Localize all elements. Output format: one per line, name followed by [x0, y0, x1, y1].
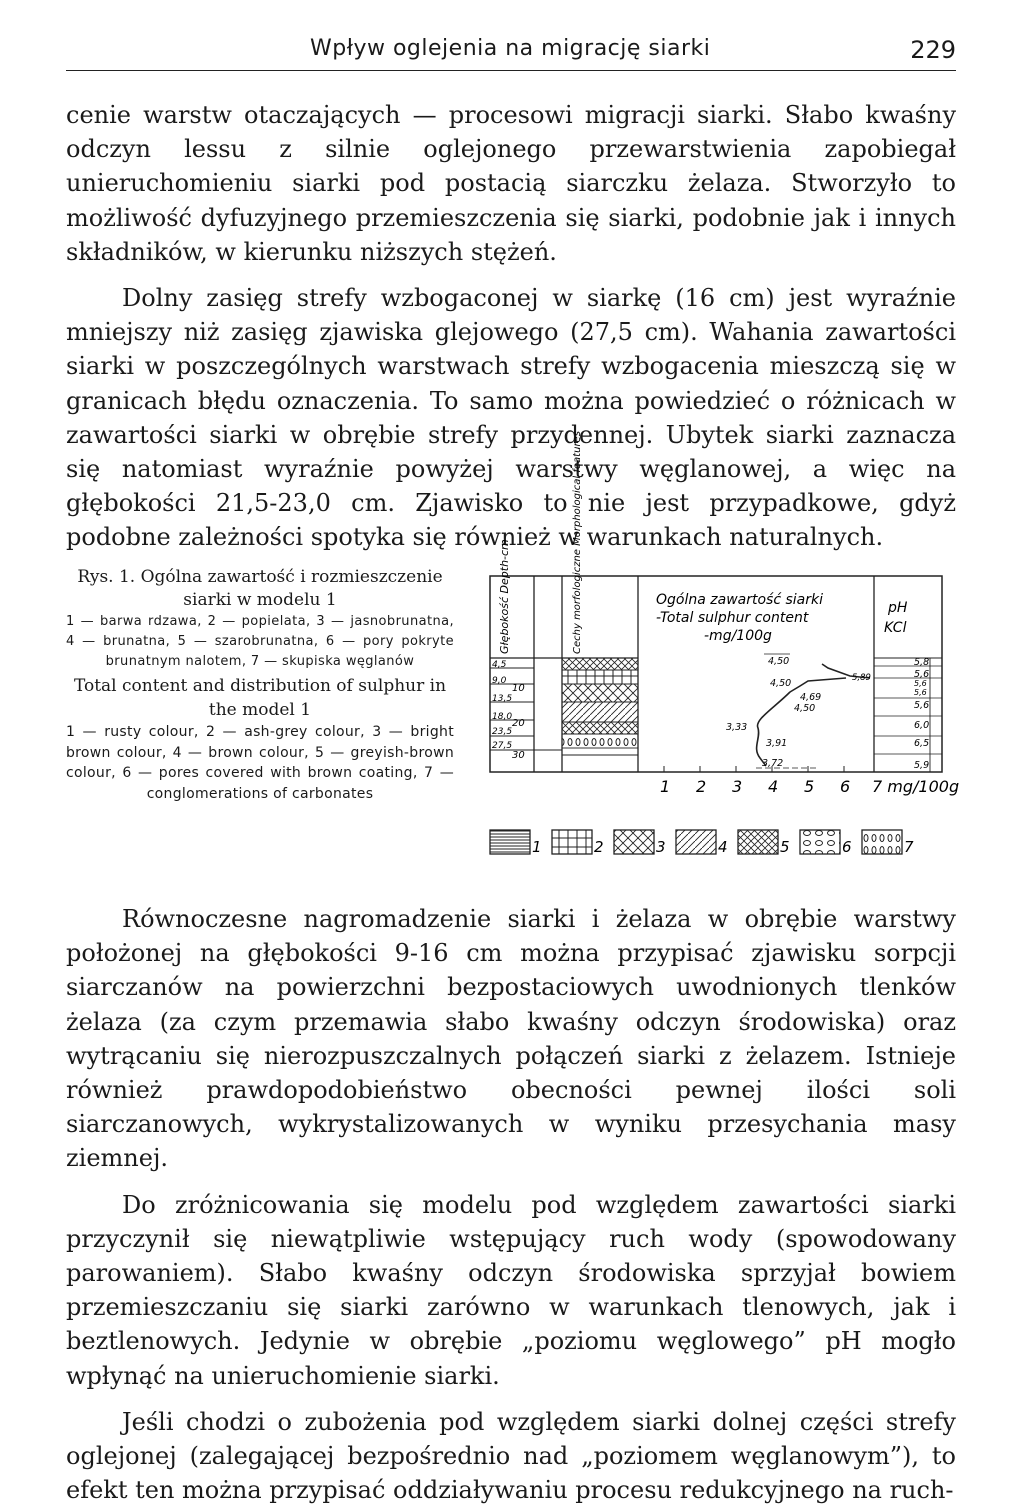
ph-value: 5,9: [914, 760, 930, 771]
paragraph: Dolny zasięg strefy wzbogaconej w siarkę (16 cm) jest wyraźnie mniejszy niż zasięg zjawiska glejowego (27,5 cm). Wahania zawartości siarki w poszczególnych warstwach strefy wzbogacenia mieszczą się w granicach błędu oznaczenia. To samo można powiedzieć o różnicach w zawartości siarki w obrębie strefy przydennej. Ubytek siarki zaznacza się natomiast wyraźnie powyżej warstwy węglanowej, a więc na głębokości 21,5-23,0 cm. Zjawisko to nie jest przypadkowe, gdyż podobne zależności spotyka się również w warunkach naturalnych.: [66, 284, 956, 552]
depth-label: 20: [512, 718, 525, 729]
ph-value: 6,0: [914, 720, 930, 731]
legend-number: 7: [904, 838, 914, 856]
paragraph: Jeśli chodzi o zubożenia pod względem siarki dolnej części strefy oglejonej (zalegającej bezpośrednio nad „poziomem węglanowym”), to efekt ten można przypisać oddziaływaniu procesu redukcyjnego na ruch-: [66, 1407, 956, 1505]
depth-label: 10: [512, 683, 525, 694]
legend-swatch: [676, 830, 716, 854]
legend-swatch: [738, 830, 778, 854]
legend-number: 5: [780, 838, 790, 856]
sulphur-header-line2: -Total sulphur content: [656, 610, 809, 626]
x-axis-label: 1: [660, 777, 671, 796]
depth-label: 27,5: [492, 741, 513, 751]
legend-number: 3: [656, 838, 666, 856]
depth-label: 9,0: [492, 676, 507, 686]
x-axis-label: 6: [840, 777, 851, 796]
ph-value: 5,6: [914, 688, 927, 697]
legend-number: 2: [594, 838, 604, 856]
caption-title-pl: Rys. 1. Ogólna zawartość i rozmieszczenie siarki w modelu 1: [77, 567, 443, 610]
running-header: [66, 30, 956, 71]
ph-header-line1: pH: [888, 600, 908, 616]
sulphur-value: 3,91: [766, 738, 788, 749]
legend-number: 1: [532, 838, 542, 856]
x-axis-label: 4: [768, 777, 779, 796]
x-axis-label: 3: [732, 777, 743, 796]
ph-value: 6,5: [914, 738, 930, 749]
caption-title-en: Total content and distribution of sulphur in the model 1: [73, 676, 447, 720]
depth-scale: [490, 660, 534, 761]
ph-value: 5,6: [914, 669, 930, 680]
caption-legend-en: 1 — rusty colour, 2 — ash-grey colour, 3 — bright brown colour, 4 — brown colour, 5 — greyish-brown colour, 6 — pores covered with brown coating, 7 — conglomerations of carbonates: [66, 724, 454, 802]
ph-value: 5,6: [914, 700, 930, 711]
sulphur-value: 5,89: [852, 673, 871, 683]
sulphur-value: 3,33: [726, 722, 748, 733]
ph-value: 5,6: [914, 679, 927, 688]
figure-caption: [66, 566, 454, 804]
soil-profile-figure: [478, 431, 960, 878]
x-axis-label: 5: [804, 777, 815, 796]
caption-legend-pl: 1 — barwa rdzawa, 2 — popielata, 3 — jasnobrunatna, 4 — brunatna, 5 — szarobrunatna, 6 — pory pokryte brunatnym nalotem, 7 — skupiska węglanów: [66, 614, 454, 669]
depth-label: 30: [512, 750, 525, 761]
ph-header-line2: KCl: [884, 620, 907, 636]
top-text-block: [66, 98, 956, 555]
soil-profile-diagram: [478, 431, 960, 878]
ph-value: 5,8: [914, 657, 930, 668]
legend-swatch: [490, 830, 530, 854]
morphology-column-header: Cechy morfologiczne Morphological features: [572, 431, 583, 654]
sulphur-value: 4,69: [800, 692, 822, 703]
paragraph: Równoczesne nagromadzenie siarki i żelaza w obrębie warstwy położonej na głębokości 9-16 cm można przypisać zjawisku sorpcji siarczanów na powierzchni bezpostaciowych uwodnionych tlenków żelaza (za czym przemawia słabo kwaśny odczyn środowiska) oraz wytrącaniu się nierozpuszczalnych połączeń siarki z żelazem. Istnieje również prawdopodobieństwo obecności pewnej ilości soli siarczanowych, wykrystalizowanych w wyniku przesychania masy ziemnej.: [66, 905, 956, 1173]
legend-swatch: [862, 830, 902, 854]
sulphur-value: 4,50: [794, 703, 816, 714]
depth-column-header: Głębokość Depth-cm: [498, 539, 511, 654]
sulphur-value: 3,72: [762, 758, 784, 769]
depth-label: 18,0: [492, 712, 513, 722]
legend-swatch: [614, 830, 654, 854]
depth-label: 13,5: [492, 694, 513, 704]
running-title: Wpływ oglejenia na migrację siarki: [310, 36, 711, 61]
morphology-strata: [534, 658, 638, 755]
bottom-text-block: [66, 902, 956, 1507]
sulphur-header-line1: Ogólna zawartość siarki: [656, 592, 823, 608]
x-axis-label: 7 mg/100g: [872, 777, 960, 796]
depth-label: 23,5: [492, 727, 513, 737]
legend-number: 4: [718, 838, 728, 856]
legend-number: 6: [842, 838, 852, 856]
depth-label: 4,5: [492, 660, 507, 670]
paragraph: cenie warstw otaczających — procesowi migracji siarki. Słabo kwaśny odczyn lessu z silnie oglejonego przewarstwienia zapobiegał unieruchomieniu siarki pod postacią siarczku żelaza. Stworzyło to możliwość dyfuzyjnego przemieszczenia się siarki, podobnie jak i innych składników, w kierunku niższych stężeń.: [66, 101, 956, 266]
legend-swatch: [552, 830, 592, 854]
sulphur-value: 4,50: [770, 678, 792, 689]
sulphur-value: 4,50: [768, 656, 790, 667]
sulphur-header-line3: -mg/100g: [704, 628, 772, 644]
page-number: 229: [910, 36, 956, 64]
paragraph: Do zróżnicowania się modelu pod względem zawartości siarki przyczynił się niewątpliwie wstępujący ruch wody (spowodowany parowaniem). Słabo kwaśny odczyn środowiska sprzyjał bowiem przemieszczaniu się siarki zarówno w warunkach tlenowych, jak i beztlenowych. Jedynie w obrębie „poziomu węglowego” pH mogło wpłynąć na unieruchomienie siarki.: [66, 1190, 956, 1390]
x-axis-label: 2: [696, 777, 707, 796]
legend-swatch: [800, 830, 840, 854]
ph-values: [874, 657, 942, 772]
legend: [490, 830, 914, 856]
